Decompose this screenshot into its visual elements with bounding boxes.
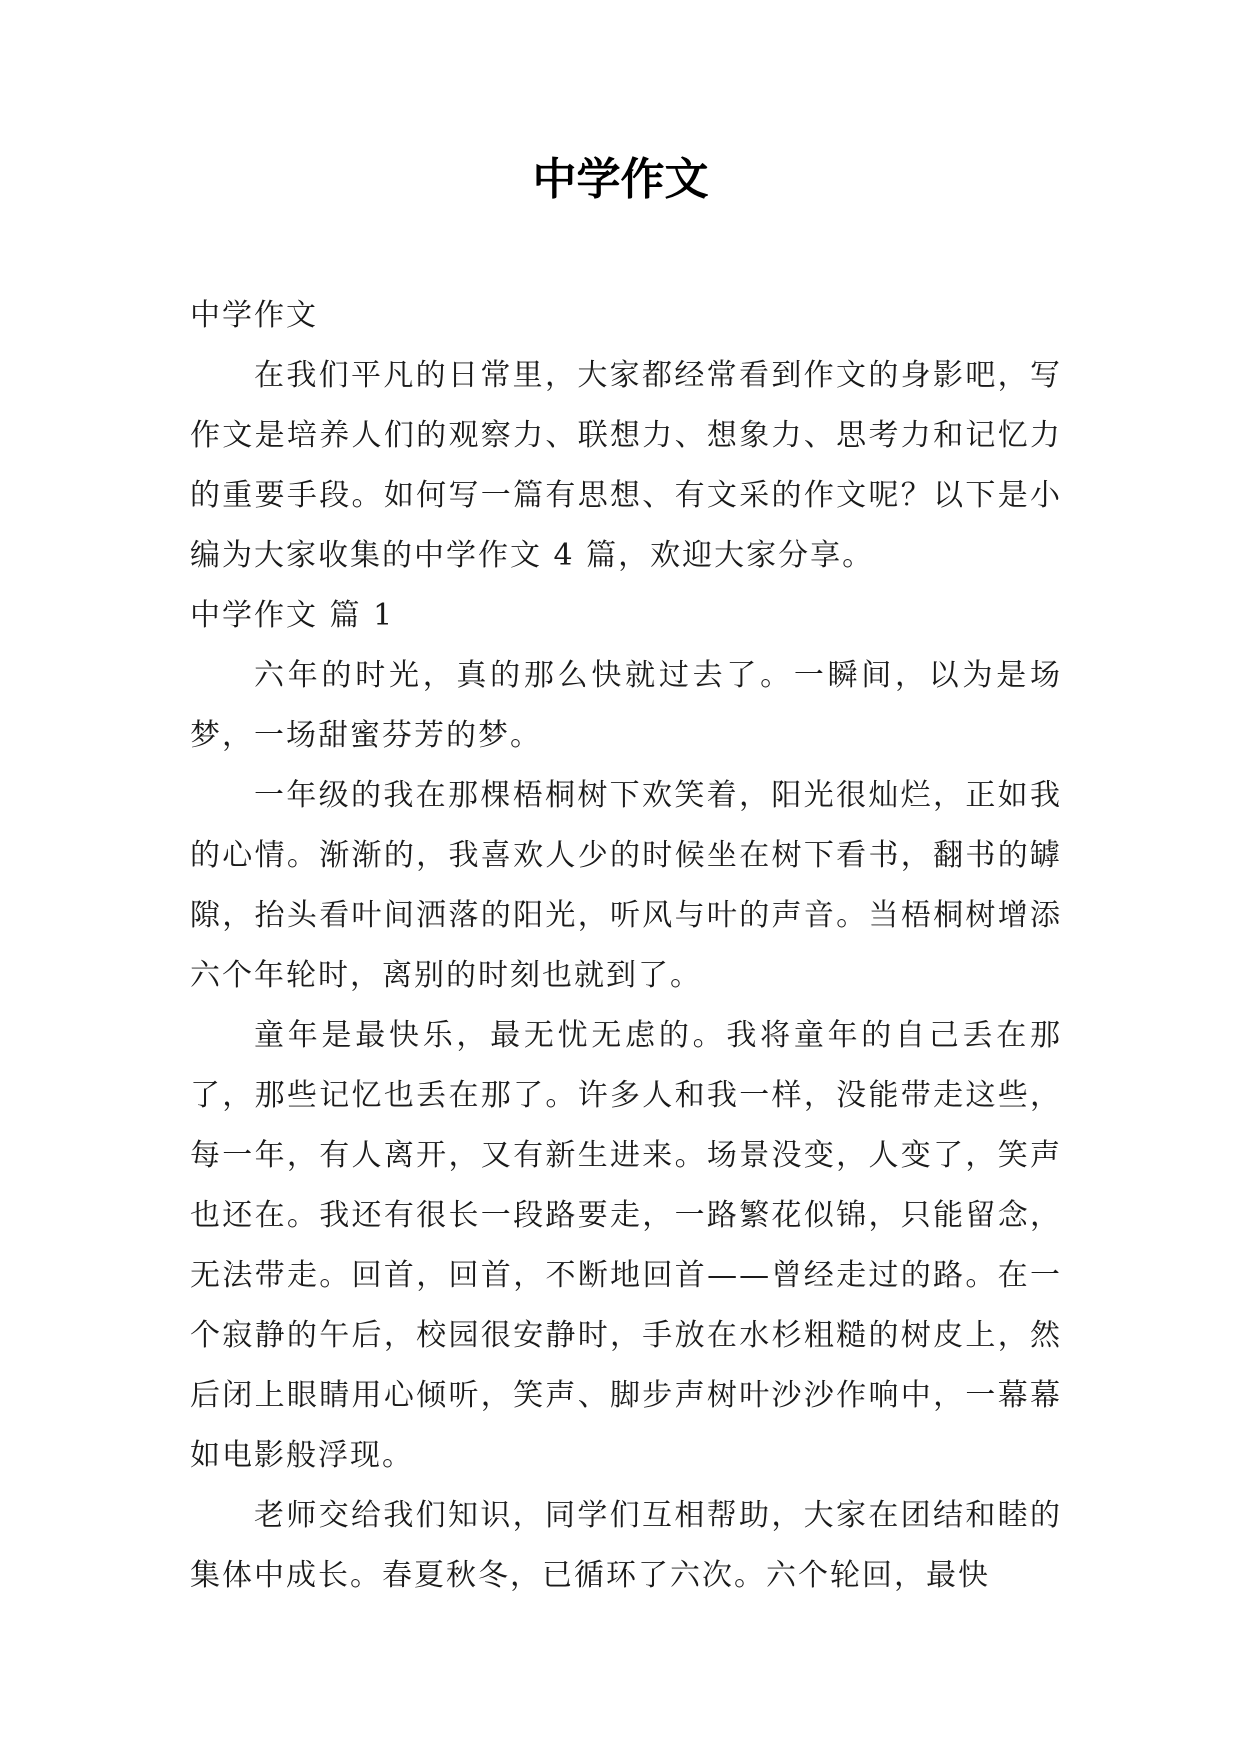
essay-paragraph: 六年的时光，真的那么快就过去了。一瞬间，以为是场梦，一场甜蜜芬芳的梦。: [190, 658, 1062, 753]
essay-paragraph: 老师交给我们知识，同学们互相帮助，大家在团结和睦的集体中成长。春夏秋冬，已循环了六次。六个轮回，最快: [190, 1498, 1062, 1593]
document-title: 中学作文: [532, 154, 709, 205]
intro-paragraph: 在我们平凡的日常里，大家都经常看到作文的身影吧，写作文是培养人们的观察力、联想力、想象力、思考力和记忆力的重要手段。如何写一篇有思想、有文采的作文呢？以下是小编为大家收集的中学作文 4 篇，欢迎大家分享。: [190, 358, 1062, 573]
essay-paragraph: 童年是最快乐，最无忧无虑的。我将童年的自己丢在那了，那些记忆也丢在那了。许多人和我一样，没能带走这些，每一年，有人离开，又有新生进来。场景没变，人变了，笑声也还在。我还有很长一段路要走，一路繁花似锦，只能留念，无法带走。回首，回首，不断地回首——曾经走过的路。在一个寂静的午后，校园很安静时，手放在水杉粗糙的树皮上，然后闭上眼睛用心倾听，笑声、脚步声树叶沙沙作响中，一幕幕如电影般浮现。: [190, 1018, 1062, 1473]
section-heading: 中学作文: [190, 298, 318, 333]
essay-heading: 中学作文 篇 1: [190, 598, 395, 633]
document-body: [190, 286, 1062, 1606]
essay-paragraph: 一年级的我在那棵梧桐树下欢笑着，阳光很灿烂，正如我的心情。渐渐的，我喜欢人少的时候坐在树下看书，翻书的罅隙，抬头看叶间洒落的阳光，听风与叶的声音。当梧桐树增添六个年轮时，离别的时刻也就到了。: [190, 778, 1062, 993]
